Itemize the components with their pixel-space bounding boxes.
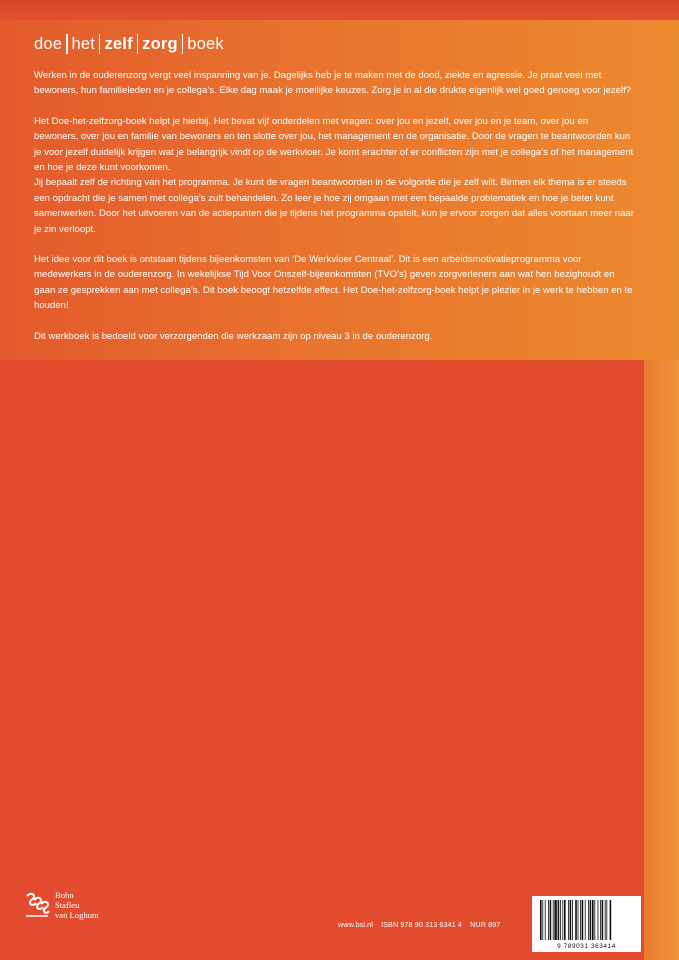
blurb-paragraph-5: Dit werkboek is bedoeld voor verzorgenden die werkzaam zijn op niveau 3 in de ouderenzorg. [34, 330, 433, 342]
barcode-number: 9 789031 363414 [557, 943, 616, 950]
orange-side-strip [644, 360, 679, 960]
blurb-paragraph-2: Het Doe-het-zelfzorg-boek helpt je hierbij. Het bevat vijf onderdelen met vragen: over jou en jezelf, over jou en je team, over jou en bewoners, over jou en familie van bewoners en ten slotte over jou, het management en de organisatie. Door de vragen te beantwoorden kun je voor jezelf duidelijk krijgen wat je belangrijk vindt op de werkvloer. Je komt erachter of er conflicten zijn met je collega’s of het management en hoe je deze kunt voorkomen. [34, 115, 634, 174]
title-part-zelf: zelf [104, 35, 133, 53]
series-title [34, 34, 228, 54]
title-part-het: het [71, 35, 96, 53]
title-part-doe: doe [34, 35, 63, 53]
blurb-text [34, 68, 634, 359]
publisher-block [24, 890, 99, 920]
publisher-name [55, 890, 99, 920]
nur-code: NUR 897 [470, 920, 501, 929]
blurb-paragraph-1: Werken in de ouderenzorg vergt veel inspanning van je. Dagelijks heb je te maken met de dood, ziekte en agressie. Je praat veel met bewoners, hun familieleden en je collega’s. Elke dag maak je moeilijke keuzes. Zorg je in al die drukte eigenlijk wel goed genoeg voor jezelf? [34, 70, 632, 97]
isbn-number: ISBN 978 90 313 6341 4 [381, 920, 462, 929]
barcode-icon [538, 900, 635, 942]
blurb-paragraph-3: Jij bepaalt zelf de richting van het programma. Je kunt de vragen beantwoorden in de volgorde die je zelf wilt. Binnen elk thema is er steeds een opdracht die je samen met collega’s zult behandelen. Zo leer je hoe zij omgaan met een bepaalde problematiek en hoe je beter kunt samenwerken. Door het uitvoeren van de actiepunten die je tijdens het programma opstelt, kun je ervoor zorgen dat alles voortaan meer naar je zin verloopt. [34, 177, 634, 235]
cover-top-edge [0, 0, 679, 20]
title-part-zorg: zorg [142, 35, 178, 53]
publisher-line-3: van Loghum [55, 910, 99, 920]
publication-info [338, 920, 506, 929]
barcode-label [532, 896, 641, 952]
publisher-line-1: Bohn [55, 890, 74, 900]
publisher-website: www.bsl.nl [338, 920, 373, 929]
bsl-logo-icon [24, 890, 50, 918]
title-part-boek: boek [187, 35, 224, 53]
publisher-line-2: Stafleu [55, 900, 80, 910]
blurb-paragraph-4: Het idee voor dit boek is ontstaan tijdens bijeenkomsten van ‘De Werkvloer Centraal’. Dit is een arbeidsmotivatieprogramma voor medewerkers in de ouderenzorg. In wekelijkse Tijd Voor Onszelf-bijeenkomsten (TVO’s) geven zorgverleners aan wat hen bezighoudt en gaan ze gesprekken aan met collega’s. Dit boek beoogt hetzelfde effect. Het Doe-het-zelfzorg-boek helpt je plezier in je werk te hebben en te houden! [34, 254, 633, 312]
